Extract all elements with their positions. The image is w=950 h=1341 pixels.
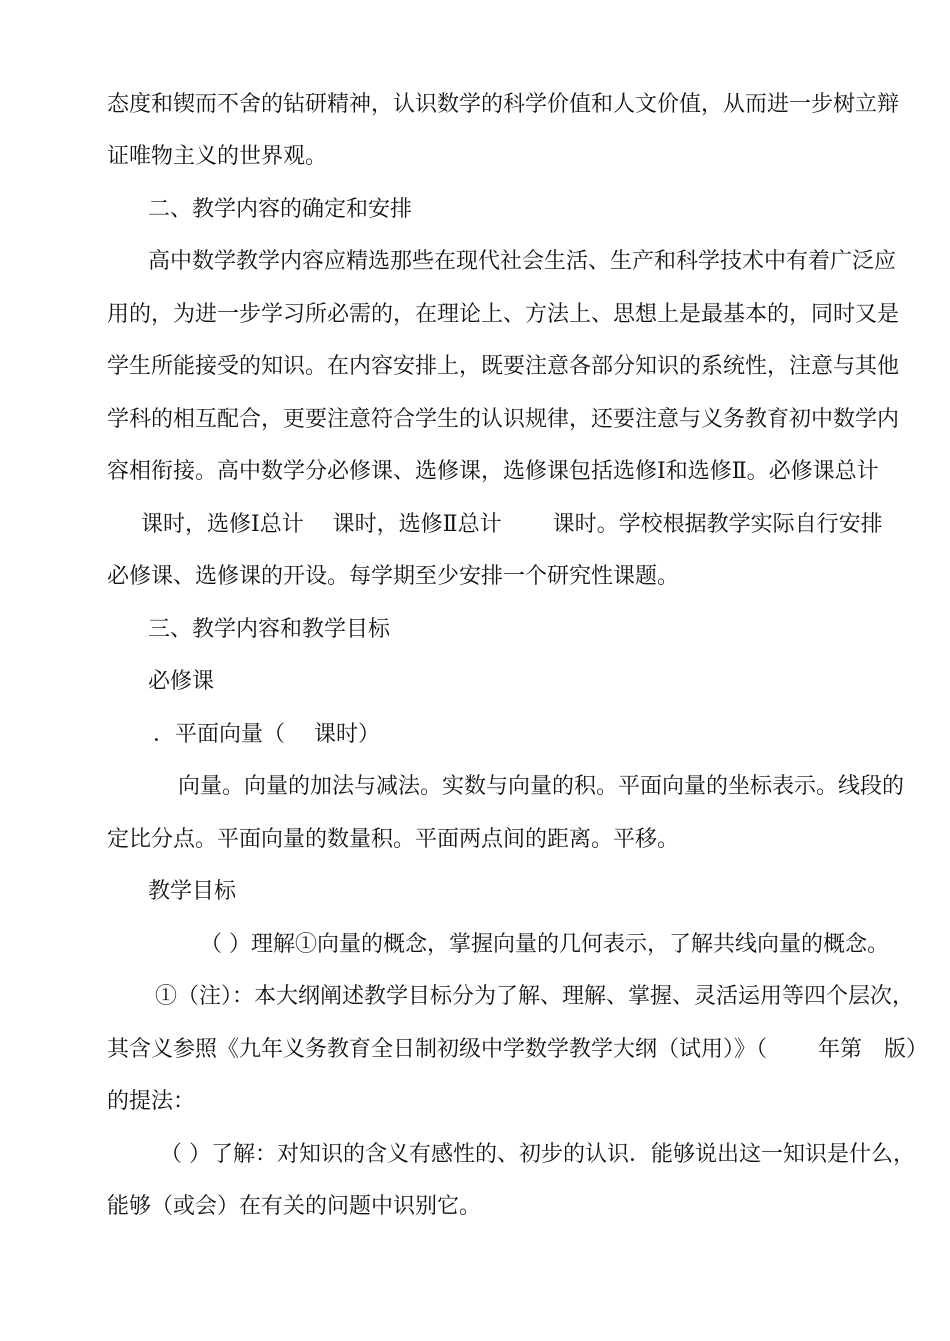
subsection-heading-required: 必修课 [148, 669, 215, 694]
goal-item-1: （ ）理解①向量的概念，掌握向量的几何表示，了解共线向量的概念。 [200, 932, 889, 957]
text-line-7: 学科的相互配合，更要注意符合学生的认识规律，还要注意与义务教育初中数学内 [107, 407, 900, 432]
teaching-goals-heading: 教学目标 [148, 879, 237, 904]
text-line-14: 向量。向量的加法与减法。实数与向量的积。平面向量的坐标表示。线段的 [178, 774, 905, 799]
footnote-line-1: ①（注）：本大纲阐述教学目标分为了解、理解、掌握、灵活运用等四个层次， [155, 984, 915, 1009]
text-line-10: 必修课、选修课的开设。每学期至少安排一个研究性课题。 [107, 564, 680, 589]
text-line-4: 高中数学教学内容应精选那些在现代社会生活、生产和科学技术中有着广泛应 [148, 249, 897, 274]
footnote-line-2: 其含义参照《九年义务教育全日制初级中学数学教学大纲（试用）》（ 年第 版） [107, 1037, 928, 1062]
text-line-15: 定比分点。平面向量的数量积。平面两点间的距离。平移。 [107, 827, 680, 852]
text-line-5: 用的，为进一步学习所必需的，在理论上、方法上、思想上是最基本的，同时又是 [107, 302, 900, 327]
text-line-2: 证唯物主义的世界观。 [107, 144, 328, 169]
level-understand-line-1: （ ）了解：对知识的含义有感性的、初步的认识．能够说出这一知识是什么， [160, 1142, 915, 1167]
section-heading-3: 三、教学内容和教学目标 [148, 617, 391, 642]
level-understand-line-2: 能够（或会）在有关的问题中识别它。 [107, 1194, 482, 1219]
text-line-1: 态度和锲而不舍的钻研精神，认识数学的科学价值和人文价值，从而进一步树立辩 [107, 92, 900, 117]
footnote-line-3: 的提法： [107, 1089, 196, 1114]
section-heading-2: 二、教学内容的确定和安排 [148, 197, 413, 222]
text-line-8: 容相衔接。高中数学分必修课、选修课，选修课包括选修Ⅰ和选修Ⅱ。必修课总计 [107, 459, 879, 484]
topic-heading-vectors: ．平面向量（ 课时） [153, 722, 380, 747]
text-line-9: 课时，选修Ⅰ总计 课时，选修Ⅱ总计 课时。学校根据教学实际自行安排 [141, 512, 883, 537]
text-line-6: 学生所能接受的知识。在内容安排上，既要注意各部分知识的系统性，注意与其他 [107, 354, 900, 379]
